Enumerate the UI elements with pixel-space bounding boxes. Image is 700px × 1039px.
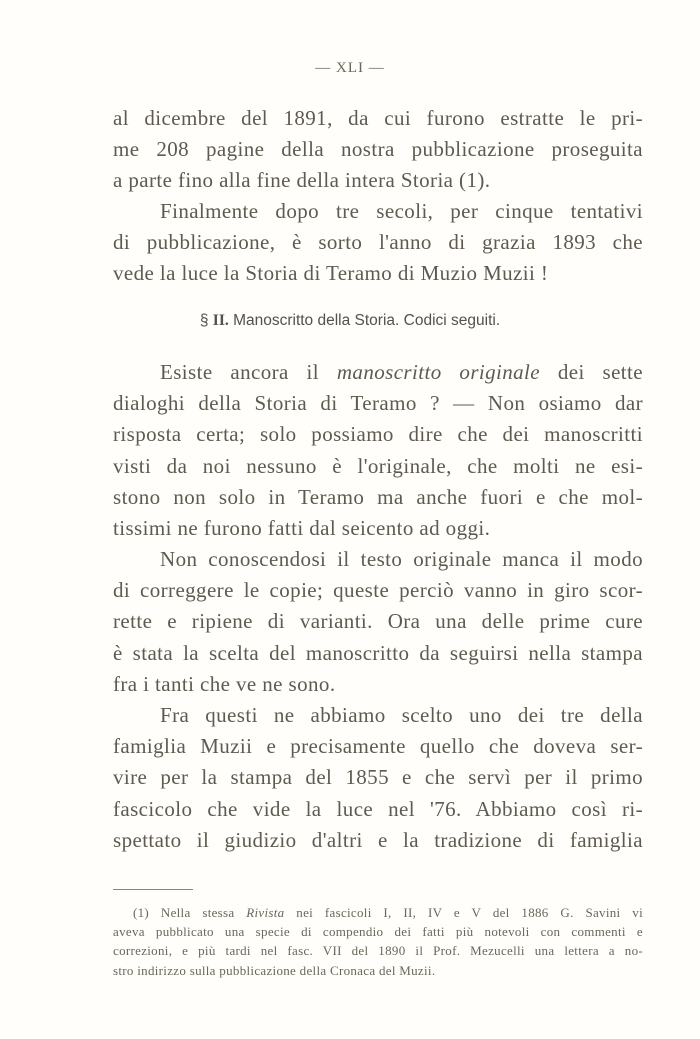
italic-term: manoscritto originale xyxy=(336,360,541,384)
text-line: Finalmente dopo tre secoli, per cinque tentativi xyxy=(160,199,643,223)
footnote-line xyxy=(113,903,643,922)
footnote xyxy=(113,903,643,980)
text-line: vede la luce la Storia di Teramo di Muzio Muzii ! xyxy=(113,261,549,286)
text-segment: nei fascicoli I, II, IV e V del 1886 G. Savini vi xyxy=(284,905,643,920)
text-line: fascicolo che vide la luce nel '76. Abbiamo così ri- xyxy=(113,796,643,821)
text-line: spettato il giudizio d'altri e la tradizione di famiglia xyxy=(113,827,643,852)
footnote-line: aveva pubblicato una specie di compendio dei fatti più notevoli con commenti e xyxy=(113,924,643,940)
paragraph-3 xyxy=(113,357,643,544)
paragraph-5 xyxy=(113,700,643,856)
text-line: è stata la scelta del manoscritto da seguirsi nella stampa xyxy=(113,640,643,665)
text-segment: Nella stessa xyxy=(160,905,247,920)
text-line: Non conoscendosi il testo originale manca il modo xyxy=(160,547,643,571)
paragraph-4 xyxy=(113,544,643,700)
text-line: rette e ripiene di varianti. Ora una delle prime cure xyxy=(113,609,643,634)
text-line: a parte fino alla fine della intera Storia (1). xyxy=(113,168,491,193)
text-segment: Esiste ancora il xyxy=(160,360,337,384)
footnote-line: correzioni, e più tardi nel fasc. VII del 1890 il Prof. Mezucelli una lettera a no- xyxy=(113,943,643,959)
text-line: fra i tanti che ve ne sono. xyxy=(113,671,336,696)
text-line: visti da noi nessuno è l'originale, che molti ne esi- xyxy=(113,453,643,478)
section-number: II. xyxy=(212,312,229,329)
text-line: Fra questi ne abbiamo scelto uno dei tre della xyxy=(160,703,643,727)
text-segment: dei sette xyxy=(540,360,643,384)
text-line: di pubblicazione, è sorto l'anno di grazia 1893 che xyxy=(113,230,643,255)
section-title: Manoscritto della Storia. Codici seguiti. xyxy=(233,312,501,329)
text-line: al dicembre del 1891, da cui furono estratte le pri- xyxy=(113,106,643,130)
footnote-divider xyxy=(113,889,193,890)
text-line: stono non solo in Teramo ma anche fuori e che mol- xyxy=(113,484,643,509)
text-line: me 208 pagine della nostra pubblicazione proseguita xyxy=(113,137,643,162)
footnote-line: stro indirizzo sulla pubblicazione della Cronaca del Muzii. xyxy=(113,962,436,978)
section-symbol: § xyxy=(199,312,209,329)
text-line: famiglia Muzii e precisamente quello che doveva ser- xyxy=(113,734,643,759)
text-line xyxy=(113,357,643,388)
italic-term: Rivista xyxy=(246,905,285,920)
text-line: tissimi ne furono fatti dal seicento ad oggi. xyxy=(113,515,491,540)
paragraph-2 xyxy=(113,196,643,290)
paragraph-1 xyxy=(113,103,643,197)
text-line: risposta certa; solo possiamo dire che dei manoscritti xyxy=(113,422,643,447)
text-line: vire per la stampa del 1855 e che servì per il primo xyxy=(113,765,643,790)
section-heading xyxy=(0,312,700,330)
page-number: — XLI — xyxy=(315,60,385,76)
text-line: dialoghi della Storia di Teramo ? — Non osiamo dar xyxy=(113,391,643,416)
text-line: di correggere le copie; queste perciò vanno in giro scor- xyxy=(113,578,643,603)
footnote-marker: (1) xyxy=(133,905,150,920)
